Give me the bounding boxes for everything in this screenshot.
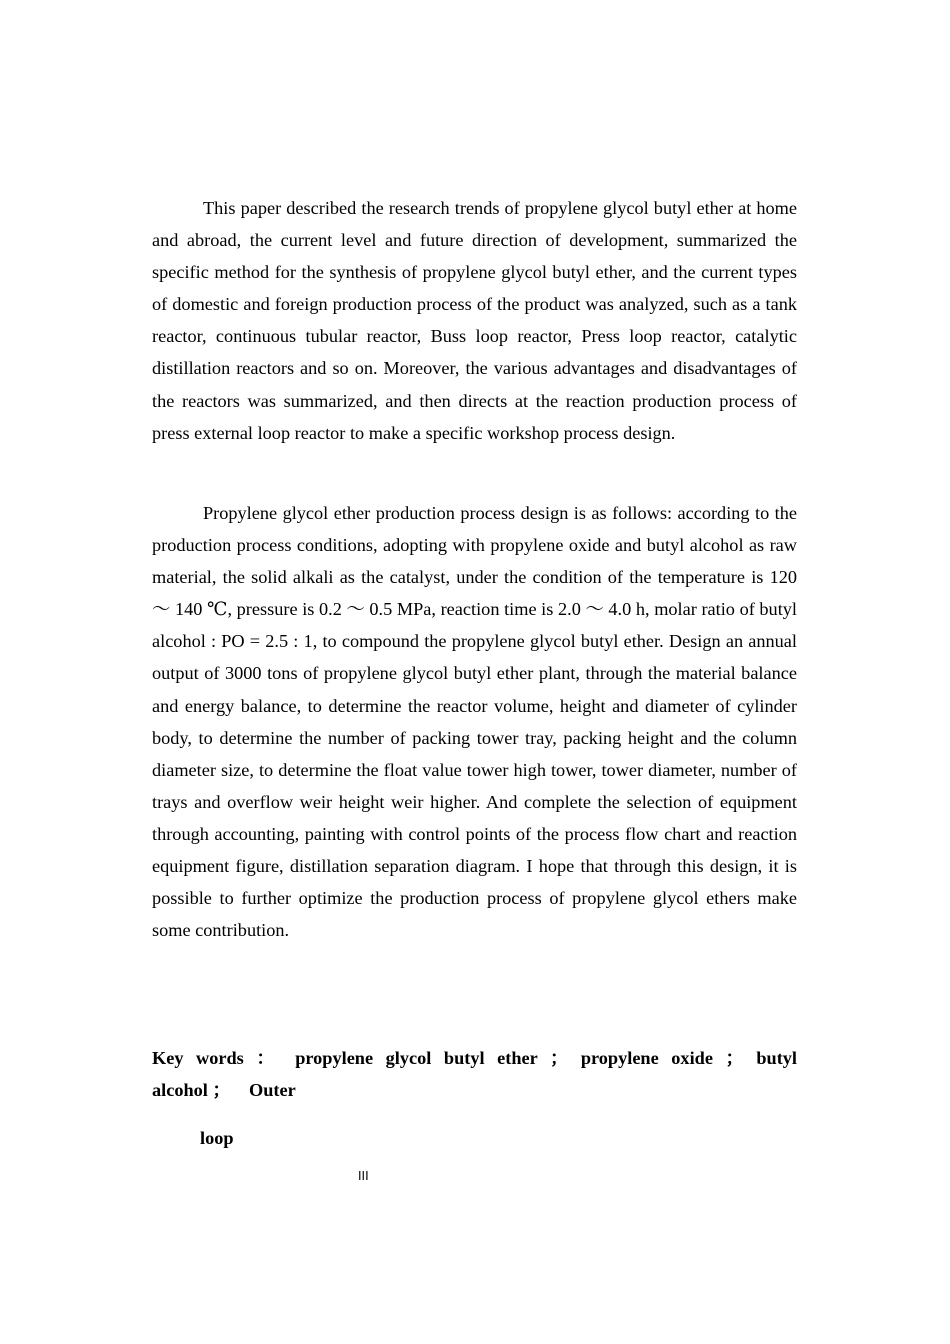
keyword-term-1: propylene glycol butyl ether ； bbox=[295, 1048, 569, 1068]
page-number: III bbox=[358, 1169, 369, 1183]
keywords-line bbox=[152, 1042, 797, 1106]
keywords-label: Key words ： bbox=[152, 1048, 283, 1068]
keyword-term-2: propylene oxide ； bbox=[580, 1048, 744, 1068]
keyword-term-5: loop bbox=[200, 1128, 234, 1148]
keywords-second-line bbox=[152, 1074, 797, 1106]
keyword-term-3b: alcohol ； bbox=[152, 1080, 231, 1100]
abstract-paragraph-1: This paper described the research trends of propylene glycol butyl ether at home and abroad, the current level and future direction of development, summarized the specific method for the synthesis of propylene glycol butyl ether, and the current types of domestic and foreign production process of the product was analyzed, such as a tank reactor, continuous tubular reactor, Buss loop reactor, Press loop reactor, catalytic distillation reactors and so on. Moreover, the various advantages and disadvantages of the reactors was summarized, and then directs at the reaction production process of press external loop reactor to make a specific workshop process design. bbox=[152, 198, 797, 443]
abstract-paragraph-2: Propylene glycol ether production process design is as follows: according to the production process conditions, adopting with propylene oxide and butyl alcohol as raw material, the solid alkali as the catalyst, under the condition of the temperature is 120 ～ 140 ℃, pressure is 0.2 ～ 0.5 MPa, reaction time is 2.0 ～ 4.0 h, molar ratio of butyl alcohol : PO = 2.5 : 1, to compound the propylene glycol butyl ether. Design an annual output of 3000 tons of propylene glycol butyl ether plant, through the material balance and energy balance, to determine the reactor volume, height and diameter of cylinder body, to determine the number of packing tower tray, packing height and the column diameter size, to determine the float value tower high tower, tower diameter, number of trays and overflow weir height weir higher. And complete the selection of equipment through accounting, painting with control points of the process flow chart and reaction equipment figure, distillation separation diagram. I hope that through this design, it is possible to further optimize the production process of propylene glycol ethers make some contribution. bbox=[152, 503, 797, 941]
keyword-term-3a: butyl bbox=[756, 1048, 798, 1068]
keyword-term-4: Outer bbox=[249, 1080, 296, 1100]
